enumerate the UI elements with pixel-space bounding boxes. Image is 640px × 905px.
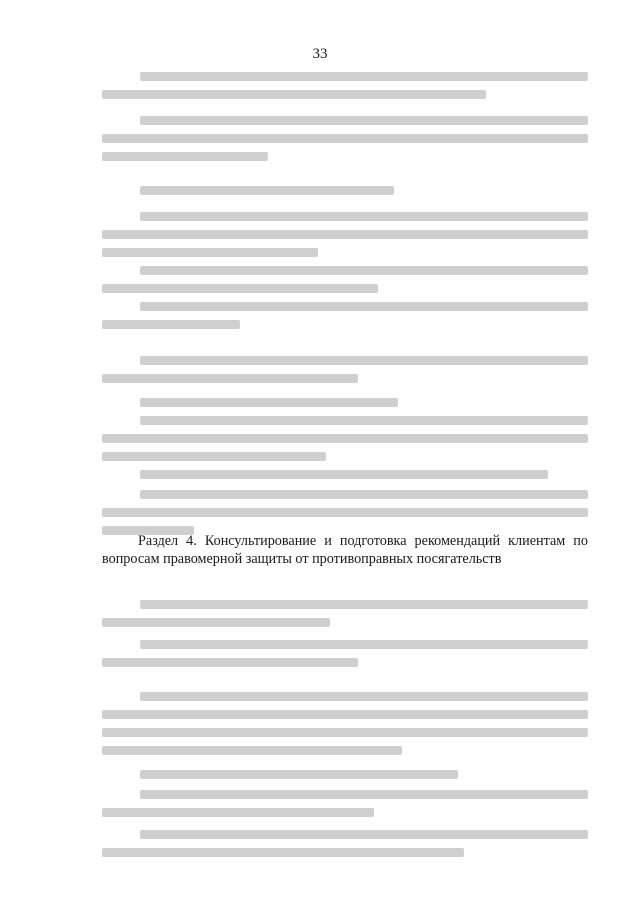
page-number: 33 bbox=[312, 46, 328, 62]
section-4-heading: Раздел 4. Консультирование и подготовка рекомендаций клиентам по вопросам правомерной защиты от противоправных посягательств bbox=[102, 533, 588, 567]
